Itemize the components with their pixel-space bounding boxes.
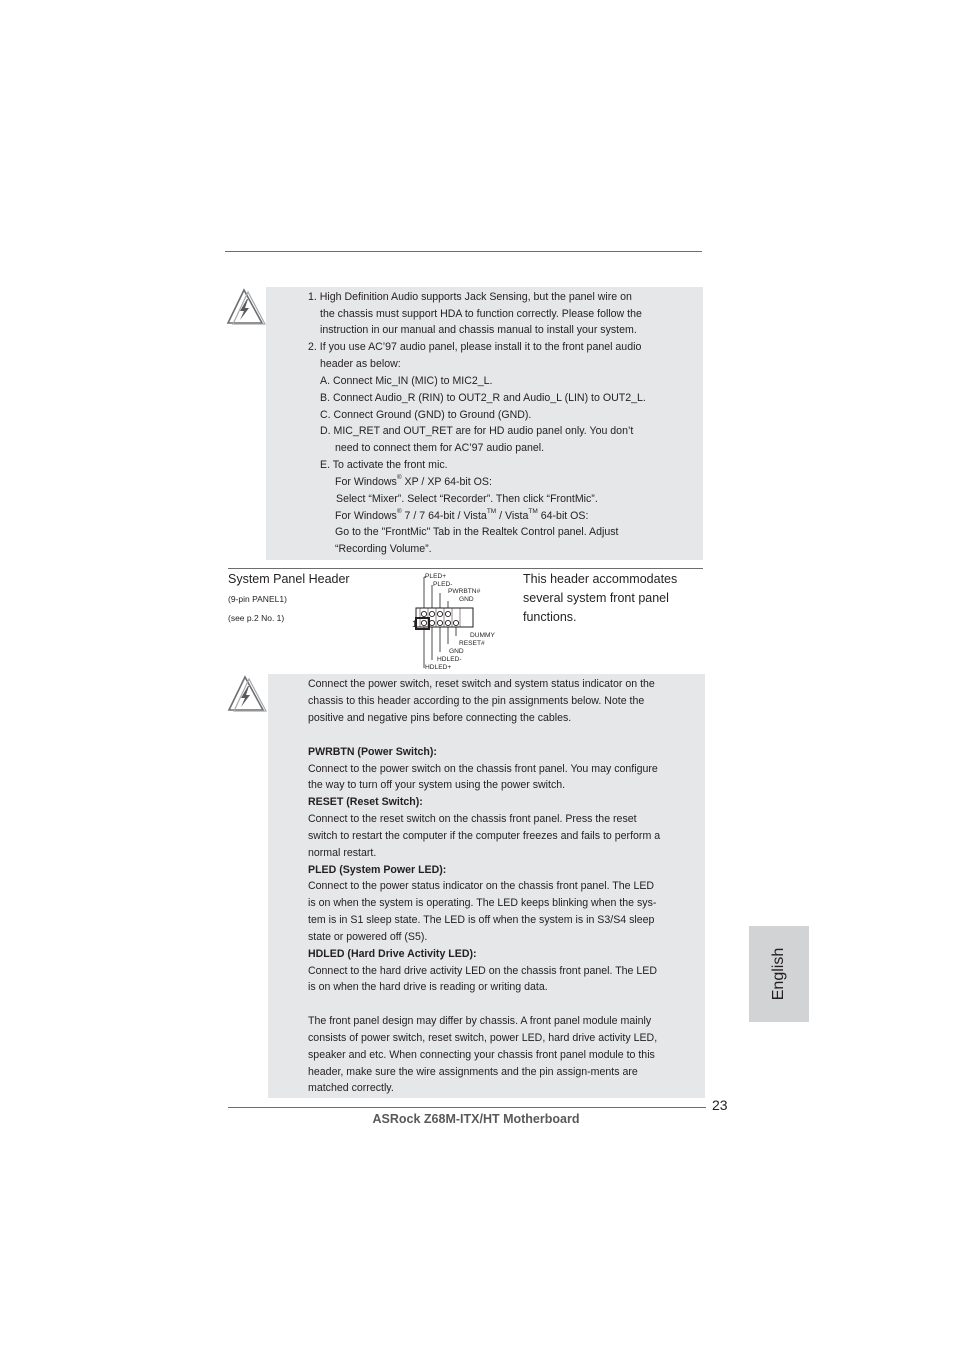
- pwrbtn-heading: PWRBTN (Power Switch):: [308, 746, 437, 758]
- language-tab-label: English: [770, 947, 787, 1001]
- closing-text-5: matched correctly.: [308, 1082, 394, 1094]
- hdled-text-1: Connect to the hard drive activity LED on the chassis front panel. The LED: [308, 965, 657, 977]
- note1-line-3: instruction in our manual and chassis manual to install your system.: [320, 324, 637, 336]
- note1-line-8: C. Connect Ground (GND) to Ground (GND).: [320, 409, 532, 421]
- reset-text-1: Connect to the reset switch on the chassis front panel. Press the reset: [308, 813, 637, 825]
- pin-label-gnd-top: GND: [459, 596, 474, 603]
- tm-mark: TM: [486, 508, 497, 516]
- hdled-text-2: is on when the hard drive is reading or writing data.: [308, 981, 548, 993]
- language-tab: [749, 926, 809, 1022]
- xp-steps: Select “Mixer”. Select “Recorder”. Then click “FrontMic”.: [336, 493, 598, 505]
- closing-text-4: header, make sure the wire assignments and the pin assign-ments are: [308, 1066, 638, 1078]
- desc-line-1: This header accommodates: [523, 572, 678, 586]
- reg-mark: ®: [396, 474, 402, 482]
- win-xp-post: XP / XP 64-bit OS:: [401, 476, 492, 488]
- win7-mid1: 7 / 7 64-bit / Vista: [401, 510, 487, 522]
- win7-mid2: / Vista: [496, 510, 529, 522]
- pin-label-hdled-minus: HDLED-: [437, 656, 462, 663]
- warning-icon: [225, 287, 267, 327]
- reg-mark: ®: [396, 508, 402, 516]
- section-rule: [228, 568, 703, 569]
- note1-line-11: E. To activate the front mic.: [320, 459, 448, 471]
- pin-label-pwrbtn: PWRBTN#: [448, 588, 481, 595]
- note2-intro-1: Connect the power switch, reset switch and system status indicator on the: [308, 678, 655, 690]
- closing-text-1: The front panel design may differ by chassis. A front panel module mainly: [308, 1015, 652, 1027]
- win7-pre: For Windows: [335, 510, 397, 522]
- page-number: 23: [712, 1097, 728, 1113]
- closing-text-2: consists of power switch, reset switch, power LED, hard drive activity LED,: [308, 1032, 658, 1044]
- win7-line: [335, 510, 588, 523]
- pled-text-4: state or powered off (S5).: [308, 931, 428, 943]
- footer-rule: [228, 1107, 706, 1108]
- pin-1-marker: 1: [412, 619, 418, 629]
- note1-line-4: 2. If you use AC’97 audio panel, please install it to the front panel audio: [308, 341, 642, 353]
- note2-intro-2: chassis to this header according to the pin assignments below. Note the: [308, 695, 645, 707]
- note1-line-1: 1. High Definition Audio supports Jack Sensing, but the panel wire on: [308, 291, 632, 303]
- reset-text-3: normal restart.: [308, 847, 377, 859]
- pwrbtn-text-1: Connect to the power switch on the chassis front panel. You may configure: [308, 763, 658, 775]
- pled-text-2: is on when the system is operating. The LED keeps blinking when the sys-: [308, 897, 657, 909]
- win7-steps-2: “Recording Volume”.: [335, 543, 432, 555]
- section-title: System Panel Header: [228, 572, 350, 586]
- pin-label-reset: RESET#: [459, 640, 485, 647]
- note1-line-10: need to connect them for AC’97 audio panel.: [335, 442, 545, 454]
- win-xp-pre: For Windows: [335, 476, 397, 488]
- pin-label-pled-plus: PLED+: [425, 573, 447, 580]
- pwrbtn-text-2: the way to turn off your system using the power switch.: [308, 779, 566, 791]
- note1-line-6: A. Connect Mic_IN (MIC) to MIC2_L.: [320, 375, 493, 387]
- pin-label-dummy: DUMMY: [470, 632, 495, 639]
- footer-model-name: ASRock Z68M-ITX/HT Motherboard: [372, 1112, 580, 1126]
- desc-line-2: several system front panel: [523, 591, 669, 605]
- tm-mark: TM: [528, 508, 538, 516]
- desc-line-3: functions.: [523, 610, 577, 624]
- pled-heading: PLED (System Power LED):: [308, 864, 447, 876]
- note1-line-7: B. Connect Audio_R (RIN) to OUT2_R and Audio_L (LIN) to OUT2_L.: [320, 392, 646, 404]
- pin-label-hdled-plus: HDLED+: [425, 664, 452, 671]
- hdled-heading: HDLED (Hard Drive Activity LED):: [308, 948, 477, 960]
- win7-post: 64-bit OS:: [537, 510, 589, 522]
- reset-heading: RESET (Reset Switch):: [308, 796, 423, 808]
- pin-label-pled-minus: PLED-: [433, 581, 453, 588]
- pin-label-gnd-bottom: GND: [449, 648, 464, 655]
- win-xp-line: [335, 476, 492, 489]
- note1-line-5: header as below:: [320, 358, 401, 370]
- section-see-page: (see p.2 No. 1): [228, 613, 285, 623]
- note1-line-2: the chassis must support HDA to function correctly. Please follow the: [320, 308, 642, 320]
- reset-text-2: switch to restart the computer if the computer freezes and fails to perform a: [308, 830, 661, 842]
- closing-text-3: speaker and etc. When connecting your chassis front panel module to this: [308, 1049, 655, 1061]
- note2-intro-3: positive and negative pins before connecting the cables.: [308, 712, 572, 724]
- pled-text-1: Connect to the power status indicator on the chassis front panel. The LED: [308, 880, 655, 892]
- section-pin-info: (9-pin PANEL1): [228, 594, 287, 604]
- win7-steps-1: Go to the "FrontMic" Tab in the Realtek Control panel. Adjust: [335, 526, 619, 538]
- pled-text-3: tem is in S1 sleep state. The LED is off when the system is in S3/S4 sleep: [308, 914, 655, 926]
- section-description: [523, 570, 677, 627]
- top-rule: [225, 251, 702, 252]
- note1-line-9: D. MIC_RET and OUT_RET are for HD audio panel only. You don’t: [320, 425, 634, 437]
- warning-icon: [226, 674, 268, 714]
